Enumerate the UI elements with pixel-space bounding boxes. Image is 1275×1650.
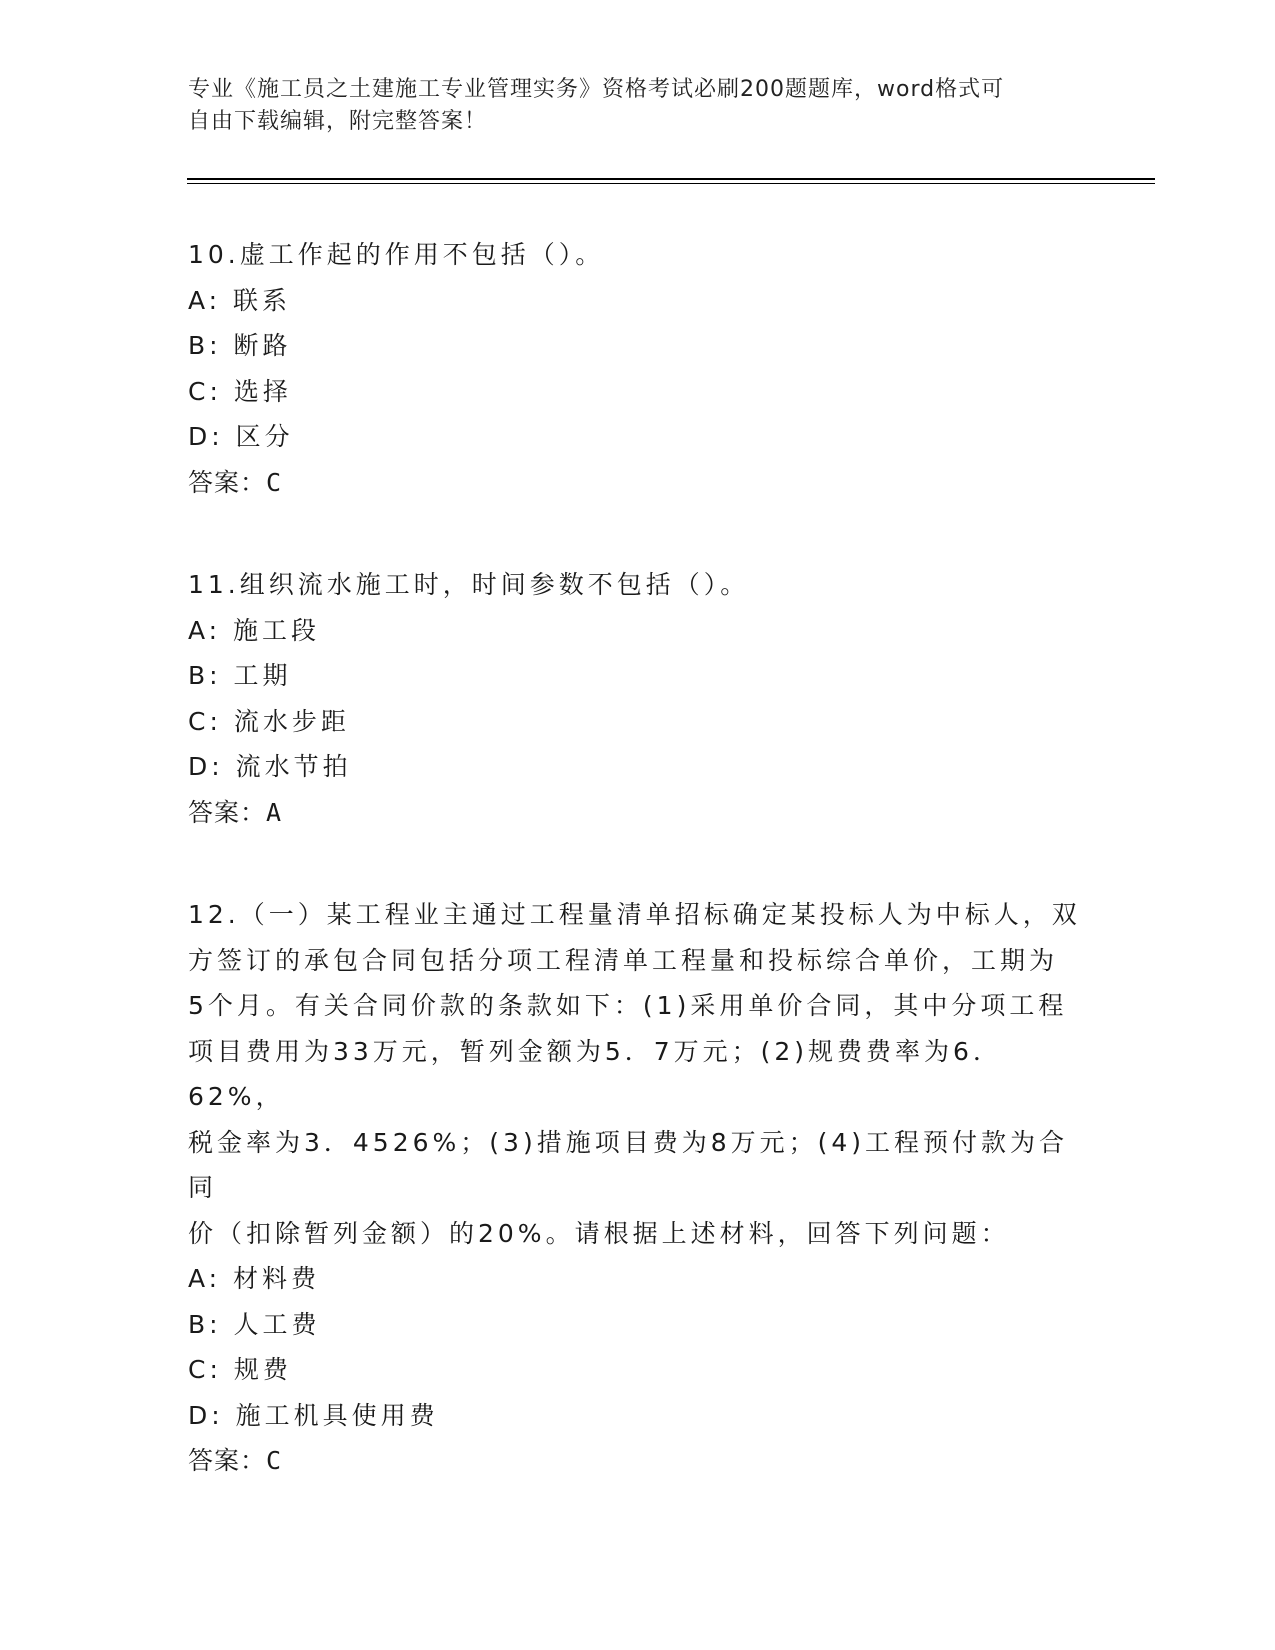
question-stem-line: 5个月。有关合同价款的条款如下：(1)采用单价合同，其中分项工程 [188,991,1068,1020]
question-12 [188,892,1088,1484]
question-stem-line: 项目费用为33万元，暂列金额为5．7万元；(2)规费费率为6．62%， [188,1036,1002,1111]
question-10 [188,232,1088,505]
question-stem-line: 价（扣除暂列金额）的20%。请根据上述材料，回答下列问题： [188,1218,1010,1248]
option-d: D: 流水节拍 [188,752,352,781]
question-11 [188,562,1088,835]
header-divider-thick [187,178,1155,180]
answer-label: 答案： [188,467,267,497]
option-b: B: 工期 [188,661,292,690]
header-line-1: 专业《施工员之土建施工专业管理实务》资格考试必刷200题题库，word格式可 [188,77,1005,102]
document-header [188,74,1068,138]
answer-value: A [266,797,283,827]
answer-line [188,1438,1088,1484]
option-d: D: 区分 [188,422,294,451]
answer-value: C [266,467,283,497]
question-stem: 10.虚工作起的作用不包括（）。 [188,240,605,269]
option-a: A: 联系 [188,285,292,315]
question-stem: 11.组织流水施工时，时间参数不包括（）。 [188,570,750,599]
option-b: B: 断路 [188,331,292,360]
option-c: C: 流水步距 [188,706,350,736]
question-stem-line: 方签订的承包合同包括分项工程清单工程量和投标综合单价，工期为 [188,945,1059,975]
option-a: A: 施工段 [188,615,321,645]
option-c: C: 规费 [188,1355,292,1384]
header-line-2: 自由下载编辑，附完整答案！ [188,109,488,134]
question-stem-line: 税金率为3．4526%；(3)措施项目费为8万元；(4)工程预付款为合同 [188,1127,1069,1202]
question-stem-line: 12.（一）某工程业主通过工程量清单招标确定某投标人为中标人，双 [188,900,1081,929]
answer-label: 答案： [188,797,267,827]
answer-line [188,790,1088,836]
answer-label: 答案： [188,1446,267,1475]
answer-value: C [266,1446,283,1475]
option-a: A: 材料费 [188,1264,321,1293]
option-b: B: 人工费 [188,1309,321,1339]
answer-line [188,460,1088,506]
option-c: C: 选择 [188,376,292,406]
option-d: D: 施工机具使用费 [188,1400,439,1430]
header-divider-thin [187,183,1155,184]
question-list [188,232,1088,1541]
